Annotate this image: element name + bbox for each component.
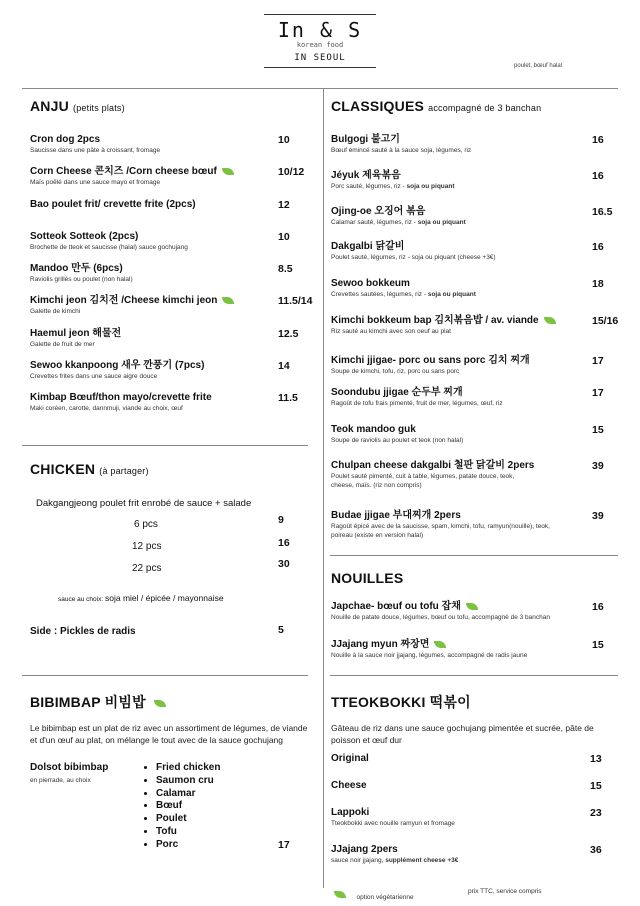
nouilles-item-name bbox=[331, 600, 550, 613]
anju-item bbox=[30, 198, 196, 211]
anju-item-price: 11.5 bbox=[278, 392, 298, 404]
rule-chicken bbox=[22, 445, 308, 446]
anju-item-desc-text: Crevettes frites dans une sauce aigre douce bbox=[30, 373, 158, 380]
section-title-tteokbokki: TTEOKBOKKI 떡볶이 bbox=[331, 694, 471, 710]
veg-leaf-icon bbox=[434, 641, 446, 648]
chicken-size-12: 12 pcs bbox=[132, 541, 162, 552]
tteokbokki-item-name bbox=[331, 806, 455, 819]
anju-item-name bbox=[30, 198, 196, 211]
anju-item-name bbox=[30, 327, 121, 340]
classiques-item-name-text: Kimchi jjigae- porc ou sans porc 김치 찌개 bbox=[331, 355, 530, 366]
section-title-bibimbap bbox=[30, 692, 166, 712]
tteokbokki-item bbox=[331, 752, 369, 765]
tteokbokki-item-name bbox=[331, 843, 458, 856]
classiques-item-desc bbox=[331, 399, 503, 408]
tteokbokki-item-name bbox=[331, 779, 367, 792]
classiques-item-desc bbox=[331, 146, 471, 155]
anju-item-name-text: Bao poulet frit/ crevette frite (2pcs) bbox=[30, 199, 196, 210]
anju-item-name-text: Kimbap Bœuf/thon mayo/crevette frite bbox=[30, 392, 212, 403]
classiques-item-price: 39 bbox=[592, 460, 604, 472]
anju-item-name-text: Cron dog 2pcs bbox=[30, 134, 101, 145]
classiques-item-price: 16 bbox=[592, 170, 604, 182]
classiques-item-name-text: Ojing-oe 오징어 볶음 bbox=[331, 206, 426, 217]
classiques-item-name-text: Chulpan cheese dakgalbi 철판 닭갈비 2pers bbox=[331, 460, 535, 471]
classiques-item-desc-text: Soupe de raviolis au poulet et teok (non halal) bbox=[331, 437, 464, 444]
classiques-item bbox=[331, 205, 466, 227]
classiques-subtitle: accompagné de 3 banchan bbox=[428, 103, 542, 113]
classiques-item-name bbox=[331, 423, 463, 436]
anju-item bbox=[30, 133, 160, 155]
logo-tagline: korean food bbox=[296, 41, 344, 49]
classiques-item-name bbox=[331, 205, 466, 218]
bibimbap-intro: Le bibimbap est un plat de riz avec un assortiment de légumes, de viande et d'un œuf au plat, on mélange le tout avec de la sauce gochujang bbox=[30, 723, 308, 745]
classiques-item-desc bbox=[331, 253, 496, 262]
classiques-item-desc bbox=[331, 290, 476, 299]
chicken-price-6: 9 bbox=[278, 514, 284, 526]
nouilles-item-name-text: JJajang myun 짜장면 bbox=[331, 639, 430, 650]
anju-item-desc-text: Brochette de tteok et saucisse (halal) sauce gochujang bbox=[30, 244, 188, 251]
rule-bibimbap bbox=[22, 675, 308, 676]
bibimbap-dish: Dolsot bibimbap bbox=[30, 762, 109, 773]
anju-item-price: 8.5 bbox=[278, 263, 293, 275]
veg-leaf-icon bbox=[466, 603, 478, 610]
anju-item-price: 12.5 bbox=[278, 328, 299, 340]
veg-leaf-icon bbox=[222, 168, 234, 175]
anju-item-price: 10/12 bbox=[278, 166, 305, 178]
rule-tteokbokki bbox=[330, 675, 618, 676]
chicken-price-22: 30 bbox=[278, 558, 290, 570]
anju-item-price: 14 bbox=[278, 360, 290, 372]
tteokbokki-item-desc bbox=[331, 819, 455, 828]
classiques-item-name bbox=[331, 354, 530, 367]
classiques-item-name bbox=[331, 459, 534, 472]
anju-item-name-text: Mandoo 만두 (6pcs) bbox=[30, 263, 123, 274]
section-title-nouilles: NOUILLES bbox=[331, 570, 404, 586]
nouilles-item-desc-text: Nouille de patate douce, légumes, bœuf ou tofu, accompagné de 3 banchan bbox=[331, 614, 550, 621]
nouilles-item-price: 16 bbox=[592, 601, 604, 613]
anju-item-name-text: Corn Cheese 콘치즈 /Corn cheese bœuf bbox=[30, 166, 217, 177]
anju-item-name-text: Haemul jeon 해물전 bbox=[30, 328, 122, 339]
classiques-item-price: 15 bbox=[592, 424, 604, 436]
classiques-item-price: 39 bbox=[592, 510, 604, 522]
chicken-sauce bbox=[58, 588, 224, 606]
anju-item-price: 11.5/14 bbox=[278, 295, 313, 307]
anju-item-desc bbox=[30, 372, 204, 381]
classiques-item-desc-bold: soja ou piquant bbox=[406, 183, 455, 190]
choice-item: • Bœuf bbox=[156, 800, 220, 813]
classiques-item-name-text: Bulgogi 불고기 bbox=[331, 134, 400, 145]
classiques-item-price: 16 bbox=[592, 241, 604, 253]
chicken-size-6: 6 pcs bbox=[134, 519, 158, 530]
classiques-item-price: 17 bbox=[592, 355, 604, 367]
classiques-item-desc-bold: soja ou piquant bbox=[417, 219, 466, 226]
tteokbokki-item-price: 23 bbox=[590, 807, 602, 819]
price-note: prix TTC, service compris bbox=[468, 888, 542, 895]
classiques-item bbox=[331, 240, 496, 262]
side-name: Side : Pickles de radis bbox=[30, 626, 136, 637]
classiques-item-name-text: Jéyuk 제육볶음 bbox=[331, 170, 401, 181]
anju-item-desc-text: Maki coréen, carotte, dannmuji, viande au choix, œuf bbox=[30, 405, 183, 412]
anju-item-desc bbox=[30, 340, 121, 349]
classiques-item-name bbox=[331, 240, 496, 253]
classiques-item bbox=[331, 169, 455, 191]
classiques-item-price: 16.5 bbox=[592, 206, 613, 218]
anju-item-price: 10 bbox=[278, 134, 290, 146]
tteokbokki-item-desc bbox=[331, 856, 458, 865]
section-title-chicken bbox=[30, 461, 149, 477]
anju-item bbox=[30, 391, 212, 413]
column-divider bbox=[323, 88, 324, 888]
anju-title: ANJU bbox=[30, 98, 69, 114]
halal-note: poulet, bœuf halal bbox=[514, 63, 563, 69]
classiques-item-name bbox=[331, 314, 556, 327]
classiques-item-desc bbox=[331, 522, 550, 531]
classiques-item-desc-line2: poireau (existe en version halal) bbox=[331, 532, 424, 539]
anju-item-name-text: Sewoo kkanpoong 새우 깐풍기 (7pcs) bbox=[30, 360, 205, 371]
choice-item: • Saumon cru bbox=[156, 775, 220, 788]
classiques-item bbox=[331, 314, 556, 336]
classiques-item-price: 15/16 bbox=[592, 315, 619, 327]
classiques-item bbox=[331, 459, 534, 490]
anju-item-name bbox=[30, 391, 212, 404]
tteokbokki-intro: Gâteau de riz dans une sauce gochujang pimentée et sucrée, pâte de poisson et œuf dur bbox=[331, 723, 594, 745]
classiques-item-desc bbox=[331, 182, 455, 191]
classiques-item-desc-text: Porc sauté, légumes, riz - bbox=[331, 183, 407, 190]
anju-subtitle: (petits plats) bbox=[73, 103, 125, 113]
nouilles-item-price: 15 bbox=[592, 639, 604, 651]
rule-nouilles bbox=[330, 555, 618, 556]
veg-leaf-icon bbox=[544, 317, 556, 324]
choice-item: • Tofu bbox=[156, 826, 220, 839]
anju-item-desc-text: Maïs poêlé dans une sauce mayo et fromage bbox=[30, 179, 161, 186]
veg-label: option végétarienne bbox=[356, 894, 414, 901]
anju-item bbox=[30, 327, 121, 349]
classiques-item-desc bbox=[331, 218, 466, 227]
section-title-classiques bbox=[331, 98, 541, 114]
choice-item: • Calamar bbox=[156, 788, 220, 801]
anju-item-name bbox=[30, 133, 160, 146]
sauce-options: soja miel / épicée / mayonnaise bbox=[104, 593, 224, 603]
tteokbokki-item-price: 15 bbox=[590, 780, 602, 792]
classiques-item-desc-text: Bœuf émincé sauté à la sauce soja, légumes, riz bbox=[331, 147, 472, 154]
sauce-label: sauce au choix: bbox=[58, 596, 105, 603]
top-rule bbox=[22, 88, 618, 89]
logo bbox=[264, 14, 376, 68]
choice-item: • Porc bbox=[156, 839, 220, 852]
classiques-item bbox=[331, 423, 463, 445]
classiques-item-name-text: Budae jjigae 부대찌개 2pers bbox=[331, 510, 461, 521]
anju-item-name bbox=[30, 294, 234, 307]
nouilles-item bbox=[331, 600, 550, 622]
anju-item-name-text: Kimchi jeon 김치전 /Cheese kimchi jeon bbox=[30, 295, 218, 306]
nouilles-item bbox=[331, 638, 527, 660]
chicken-title: CHICKEN bbox=[30, 461, 96, 477]
classiques-item bbox=[331, 386, 503, 408]
nouilles-item-desc-text: Nouille à la sauce noir jjajang, légumes, accompagné de radis jaune bbox=[331, 652, 528, 659]
nouilles-item-name bbox=[331, 638, 527, 651]
classiques-item-name bbox=[331, 133, 471, 146]
classiques-item-desc bbox=[331, 367, 530, 376]
anju-item-desc bbox=[30, 178, 234, 187]
anju-item bbox=[30, 165, 234, 187]
anju-item-name-text: Sotteok Sotteok (2pcs) bbox=[30, 231, 139, 242]
logo-city: IN SEOUL bbox=[294, 53, 346, 63]
anju-item-price: 12 bbox=[278, 199, 290, 211]
tteokbokki-item-desc-text: sauce noir jjajang, bbox=[331, 857, 386, 864]
classiques-item-desc-text: Poulet sauté pimenté, cuit à table, légumes, patate douce, teok, bbox=[331, 473, 515, 480]
classiques-item-desc-text: Riz sauté au kimchi avec son oeuf au plat bbox=[331, 328, 451, 335]
bibimbap-title: BIBIMBAP 비빔밥 bbox=[30, 694, 146, 710]
classiques-item-price: 17 bbox=[592, 387, 604, 399]
anju-item-price: 10 bbox=[278, 231, 290, 243]
tteokbokki-item bbox=[331, 806, 455, 828]
anju-item bbox=[30, 230, 188, 252]
classiques-item-desc bbox=[331, 472, 534, 481]
anju-item-desc bbox=[30, 243, 188, 252]
veg-leaf-icon bbox=[222, 297, 234, 304]
nouilles-item-name-text: Japchae- bœuf ou tofu 잡채 bbox=[331, 601, 461, 612]
classiques-item-name bbox=[331, 169, 455, 182]
tteokbokki-item-name-text: Lappoki bbox=[331, 807, 370, 818]
bibimbap-price: 17 bbox=[278, 839, 290, 851]
anju-item bbox=[30, 262, 133, 284]
anju-item-desc-text: Galette de fruit de mer bbox=[30, 341, 95, 348]
classiques-item-desc-text: Soupe de kimchi, tofu, riz, porc ou sans porc bbox=[331, 368, 460, 375]
footer-veg-legend bbox=[334, 886, 414, 904]
classiques-item-desc bbox=[331, 327, 556, 336]
anju-item-desc-text: Galette de kimchi bbox=[30, 308, 81, 315]
anju-item-desc-text: Saucisse dans une pâte à croissant, fromage bbox=[30, 147, 161, 154]
side-price: 5 bbox=[278, 624, 284, 636]
classiques-item-name-text: Sewoo bokkeum bbox=[331, 278, 410, 289]
anju-item-desc bbox=[30, 275, 133, 284]
bibimbap-dish-desc: en pierrade, au choix bbox=[30, 777, 91, 784]
logo-text: In & S bbox=[277, 18, 363, 42]
tteokbokki-item bbox=[331, 779, 367, 792]
anju-item-desc bbox=[30, 307, 234, 316]
tteokbokki-item-price: 36 bbox=[590, 844, 602, 856]
classiques-item-desc-text: Calamar sauté, légumes, riz - bbox=[331, 219, 418, 226]
classiques-item-desc-bold: soja ou piquant bbox=[427, 291, 476, 298]
choice-item: • Poulet bbox=[156, 813, 220, 826]
classiques-item bbox=[331, 277, 476, 299]
anju-item-desc bbox=[30, 404, 212, 413]
anju-item-name bbox=[30, 165, 234, 178]
section-title-anju bbox=[30, 98, 125, 114]
chicken-subtitle: (à partager) bbox=[99, 466, 149, 476]
tteokbokki-item-desc-text: Tteokbokki avec nouille ramyun et fromage bbox=[331, 820, 455, 827]
anju-item bbox=[30, 359, 204, 381]
classiques-item-desc bbox=[331, 436, 463, 445]
classiques-title: CLASSIQUES bbox=[331, 98, 425, 114]
classiques-item-desc-text: Poulet sauté, légumes, riz - soja ou piquant (cheese +3€) bbox=[331, 254, 496, 261]
veg-leaf-icon bbox=[334, 891, 346, 898]
tteokbokki-item-name bbox=[331, 752, 369, 765]
tteokbokki-item-name-text: Cheese bbox=[331, 780, 367, 791]
classiques-item-name-text: Soondubu jjigae 순두부 찌개 bbox=[331, 387, 463, 398]
tteokbokki-item-desc-bold: supplément cheese +3€ bbox=[385, 857, 459, 864]
classiques-item-desc-text: Ragoût épicé avec de la saucisse, spam, kimchi, tofu, ramyun(nouille), teok, bbox=[331, 523, 550, 530]
classiques-item-desc-text: Crevettes sautées, légumes, riz - bbox=[331, 291, 428, 298]
chicken-intro: Dakgangjeong poulet frit enrobé de sauce + salade bbox=[36, 498, 252, 509]
classiques-item bbox=[331, 509, 550, 540]
tteokbokki-item bbox=[331, 843, 458, 865]
classiques-item-name-text: Dakgalbi 닭갈비 bbox=[331, 241, 405, 252]
classiques-item bbox=[331, 354, 530, 376]
tteokbokki-item-name-text: JJajang 2pers bbox=[331, 844, 398, 855]
classiques-item-desc-line2: cheese, maïs. (riz non compris) bbox=[331, 482, 422, 489]
anju-item-desc-text: Raviolis grillés ou poulet (non halal) bbox=[30, 276, 133, 283]
chicken-price-12: 16 bbox=[278, 537, 290, 549]
classiques-item-price: 16 bbox=[592, 134, 604, 146]
tteokbokki-item-price: 13 bbox=[590, 753, 602, 765]
anju-item-name bbox=[30, 359, 204, 372]
classiques-item-name bbox=[331, 386, 503, 399]
choice-item: • Fried chicken bbox=[156, 762, 220, 775]
anju-item-name bbox=[30, 262, 133, 275]
chicken-size-22: 22 pcs bbox=[132, 563, 162, 574]
classiques-item-name bbox=[331, 277, 476, 290]
bibimbap-choices bbox=[140, 762, 220, 852]
classiques-item-name-text: Kimchi bokkeum bap 김치볶음밥 / av. viande bbox=[331, 315, 539, 326]
classiques-item bbox=[331, 133, 471, 155]
classiques-item-name-text: Teok mandoo guk bbox=[331, 424, 416, 435]
classiques-item-name bbox=[331, 509, 550, 522]
nouilles-item-desc bbox=[331, 651, 527, 660]
tteokbokki-item-name-text: Original bbox=[331, 753, 369, 764]
classiques-item-desc-text: Ragoût de tofu frais pimenté, fruit de mer, légumes, œuf, riz bbox=[331, 400, 503, 407]
classiques-item-price: 18 bbox=[592, 278, 604, 290]
veg-leaf-icon bbox=[154, 700, 166, 707]
anju-item-name bbox=[30, 230, 188, 243]
anju-item bbox=[30, 294, 234, 316]
nouilles-item-desc bbox=[331, 613, 550, 622]
anju-item-desc bbox=[30, 146, 160, 155]
